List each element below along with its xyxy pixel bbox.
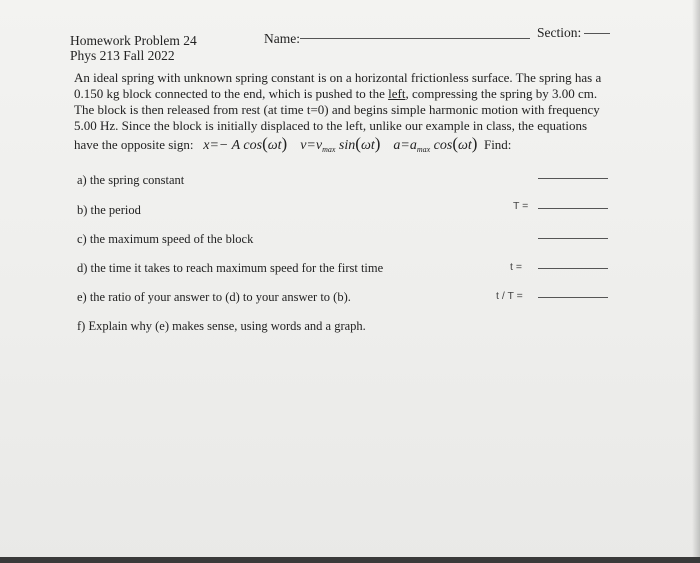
section-label: Section: [537, 25, 582, 40]
course-label: Phys 213 Fall 2022 [70, 48, 175, 63]
question-a: a) the spring constant [77, 173, 185, 187]
section-field-line[interactable] [584, 33, 610, 34]
answer-line-c[interactable] [538, 238, 608, 239]
name-field-line[interactable] [300, 38, 530, 39]
question-b: b) the period [77, 203, 141, 217]
equation-x: x=− A cos(ωt) [203, 134, 288, 153]
answer-line-e[interactable] [538, 297, 608, 298]
answer-label-d: t = [510, 261, 522, 273]
equation-v: $v=v_{max}$ sin(ωt) [300, 134, 381, 154]
question-e: e) the ratio of your answer to (d) to your answer to (b). [77, 290, 351, 304]
name-label: Name: [264, 31, 300, 46]
question-d: d) the time it takes to reach maximum speed for the first time [77, 261, 384, 275]
page-shadow [692, 0, 700, 563]
question-c: c) the maximum speed of the block [77, 232, 254, 246]
problem-line-4: 5.00 Hz. Since the block is initially displaced to the left, unlike our example in class, the equations [74, 118, 588, 133]
problem-title: Homework Problem 24 [70, 33, 197, 48]
find-label: Find: [483, 137, 512, 152]
answer-label-e: t / T = [496, 290, 523, 302]
question-f: f) Explain why (e) makes sense, using words and a graph. [77, 319, 366, 333]
problem-line-5: have the opposite sign: x=− A cos(ωt) $v=v_{max}$ sin(ωt) $a=a_{max}$ cos(ωt) Find: [74, 134, 512, 154]
answer-line-b[interactable] [538, 208, 608, 209]
equation-a: $a=a_{max}$ cos(ωt) [393, 134, 478, 154]
problem-line-1: An ideal spring with unknown spring constant is on a horizontal frictionless surface. The spring has a [74, 70, 602, 85]
problem-line-3: The block is then released from rest (at time t=0) and begins simple harmonic motion with frequency [74, 102, 600, 117]
problem-line-2: 0.150 kg block connected to the end, which is pushed to the left, compressing the spring by 3.00 cm. [74, 86, 598, 101]
answer-line-d[interactable] [538, 268, 608, 269]
answer-label-b: T = [513, 200, 529, 212]
underlined-left: left [388, 86, 406, 101]
page-bottom-edge [0, 557, 700, 563]
problem-statement [74, 70, 614, 160]
answer-line-a[interactable] [538, 178, 608, 179]
